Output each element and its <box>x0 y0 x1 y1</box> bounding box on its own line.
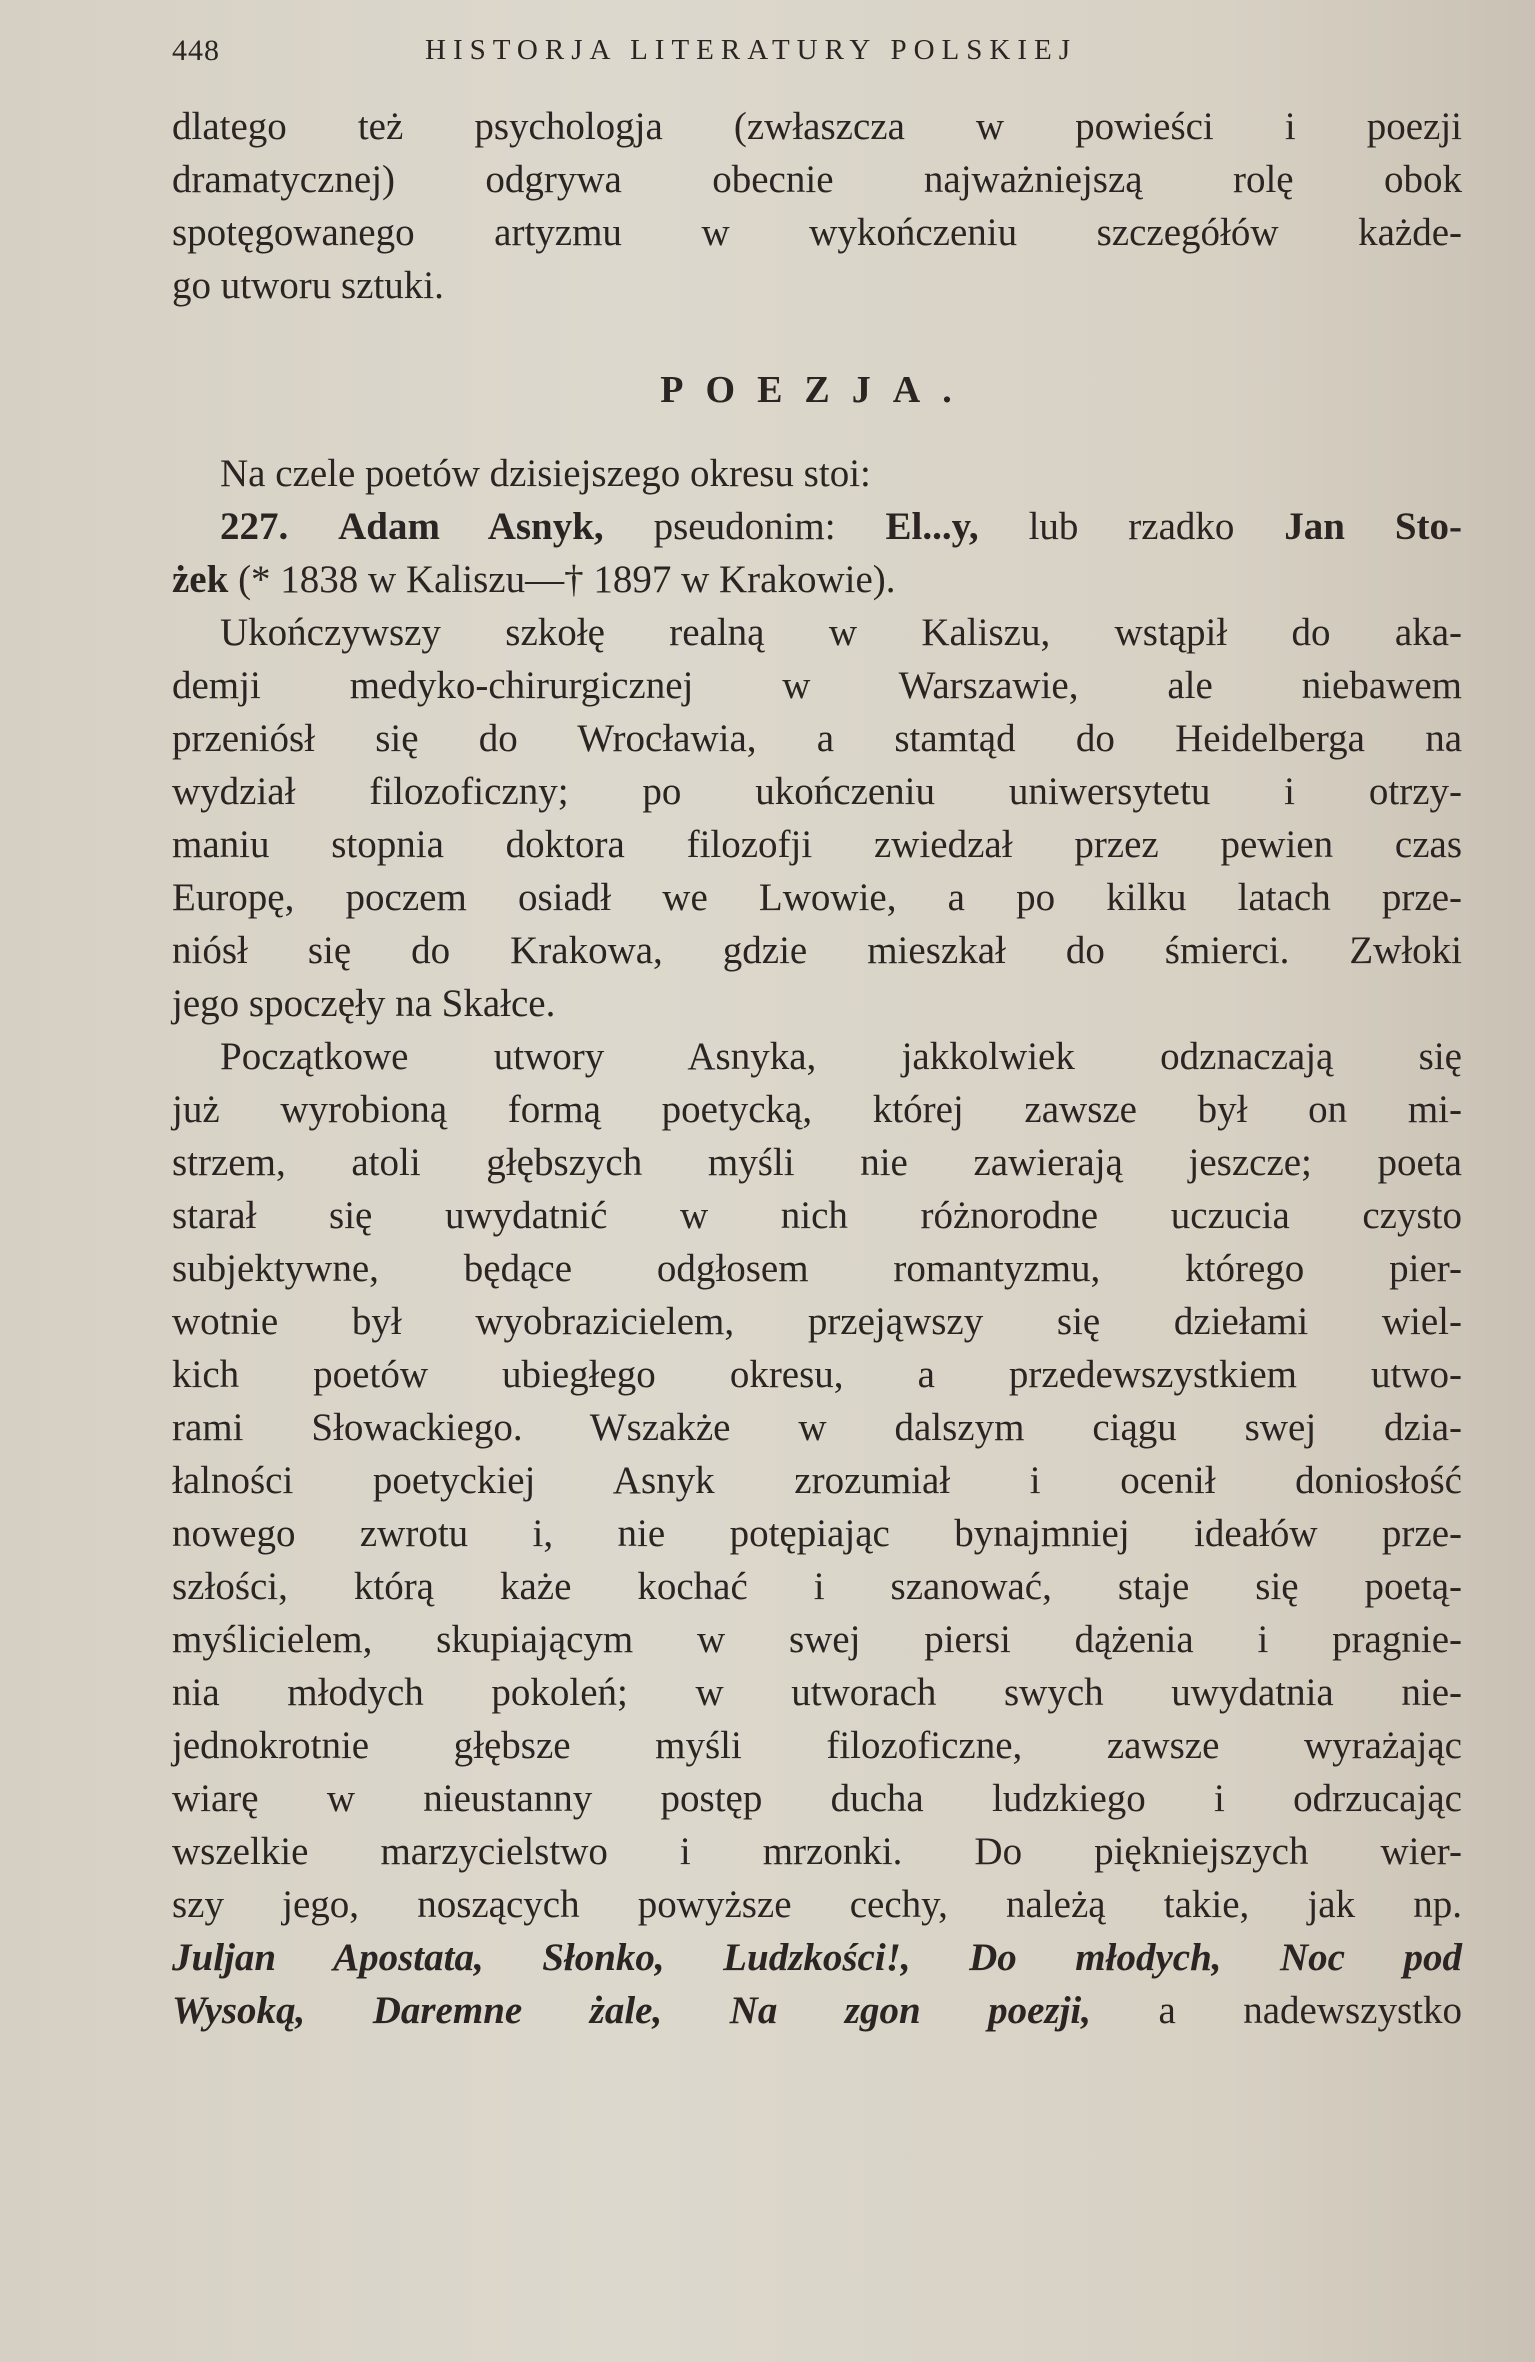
pseudonym-label: pseudonim: <box>653 505 836 548</box>
para3-line: kich poetów ubiegłego okresu, a przedewszystkiem utwo- <box>172 1353 1462 1396</box>
para3-line: wotnie był wyobrazicielem, przejąwszy się dziełami wiel- <box>172 1300 1462 1343</box>
poem-titles-italic: Wysoką, Daremne żale, Na zgon poezji, <box>172 1989 1091 2032</box>
para3-line: rami Słowackiego. Wszakże w dalszym ciągu swej dzia- <box>172 1406 1462 1449</box>
pseudonym: El...y, <box>885 505 979 548</box>
intro-line: Na czele poetów dzisiejszego okresu stoi: <box>220 452 871 495</box>
poem-titles-rest: a nadewszystko <box>1158 1989 1462 2032</box>
para1-line: spotęgowanego artyzmu w wykończeniu szczegółów każde- <box>172 211 1462 254</box>
para2-line: jego spoczęły na Skałce. <box>172 982 556 1025</box>
para2-line: maniu stopnia doktora filozofji zwiedzał przez pewien czas <box>172 823 1462 866</box>
para1-line: dramatycznej) odgrywa obecnie najważniejszą rolę obok <box>172 158 1462 201</box>
para3-line: myślicielem, skupiającym w swej piersi dążenia i pragnie- <box>172 1618 1462 1661</box>
alt-name-start: Jan Sto- <box>1284 505 1463 548</box>
page-header <box>172 34 1472 74</box>
para2-line: demji medyko-chirurgicznej w Warszawie, ale niebawem <box>172 664 1462 707</box>
para2-line: przeniósł się do Wrocławia, a stamtąd do Heidelberga na <box>172 717 1462 760</box>
para3-line: starał się uwydatnić w nich różnorodne uczucia czysto <box>172 1194 1462 1237</box>
entry-line-1 <box>172 500 1462 553</box>
para3-line: wszelkie marzycielstwo i mrzonki. Do piękniejszych wier- <box>172 1830 1462 1873</box>
para2-line: niósł się do Krakowa, gdzie mieszkał do śmierci. Zwłoki <box>172 929 1462 972</box>
alt-name-end: żek <box>172 558 229 601</box>
running-title: HISTORJA LITERATURY POLSKIEJ <box>425 34 1077 66</box>
para3-line: subjektywne, będące odgłosem romantyzmu, którego pier- <box>172 1247 1462 1290</box>
para3-line: łalności poetyckiej Asnyk zrozumiał i ocenił doniosłość <box>172 1459 1462 1502</box>
author-name: Adam Asnyk, <box>338 505 604 548</box>
or-text: lub rzadko <box>1028 505 1235 548</box>
para3-line: szy jego, noszących powyższe cechy, należą takie, jak np. <box>172 1883 1462 1926</box>
para2-line: wydział filozoficzny; po ukończeniu uniwersytetu i otrzy- <box>172 770 1462 813</box>
para3-line: już wyrobioną formą poetycką, której zawsze był on mi- <box>172 1088 1462 1131</box>
para1-line: dlatego też psychologja (zwłaszcza w powieści i poezji <box>172 105 1462 148</box>
para2-line: Ukończywszy szkołę realną w Kaliszu, wstąpił do aka- <box>220 611 1462 654</box>
page-number: 448 <box>172 34 220 67</box>
life-dates: (* 1838 w Kaliszu—† 1897 w Krakowie). <box>238 558 896 601</box>
poem-titles-line-1: Juljan Apostata, Słonko, Ludzkości!, Do młodych, Noc pod <box>172 1936 1462 1979</box>
body-text <box>172 100 1462 2037</box>
para3-line: nowego zwrotu i, nie potępiając bynajmniej ideałów prze- <box>172 1512 1462 1555</box>
para3-line: wiarę w nieustanny postęp ducha ludzkiego i odrzucając <box>172 1777 1462 1820</box>
para1-line: go utworu sztuki. <box>172 264 444 307</box>
para3-line: strzem, atoli głębszych myśli nie zawierają jeszcze; poeta <box>172 1141 1462 1184</box>
entry-number: 227. <box>220 505 289 548</box>
entry-line-2 <box>172 553 1462 606</box>
poem-titles-line-2 <box>172 1984 1462 2037</box>
para3-line: Początkowe utwory Asnyka, jakkolwiek odznaczają się <box>220 1035 1462 1078</box>
para2-line: Europę, poczem osiadł we Lwowie, a po kilku latach prze- <box>172 876 1462 919</box>
para3-line: szłości, którą każe kochać i szanować, staje się poetą- <box>172 1565 1462 1608</box>
section-heading: POEZJA. <box>660 369 974 411</box>
para3-line: jednokrotnie głębsze myśli filozoficzne, zawsze wyrażając <box>172 1724 1462 1767</box>
para3-line: nia młodych pokoleń; w utworach swych uwydatnia nie- <box>172 1671 1462 1714</box>
